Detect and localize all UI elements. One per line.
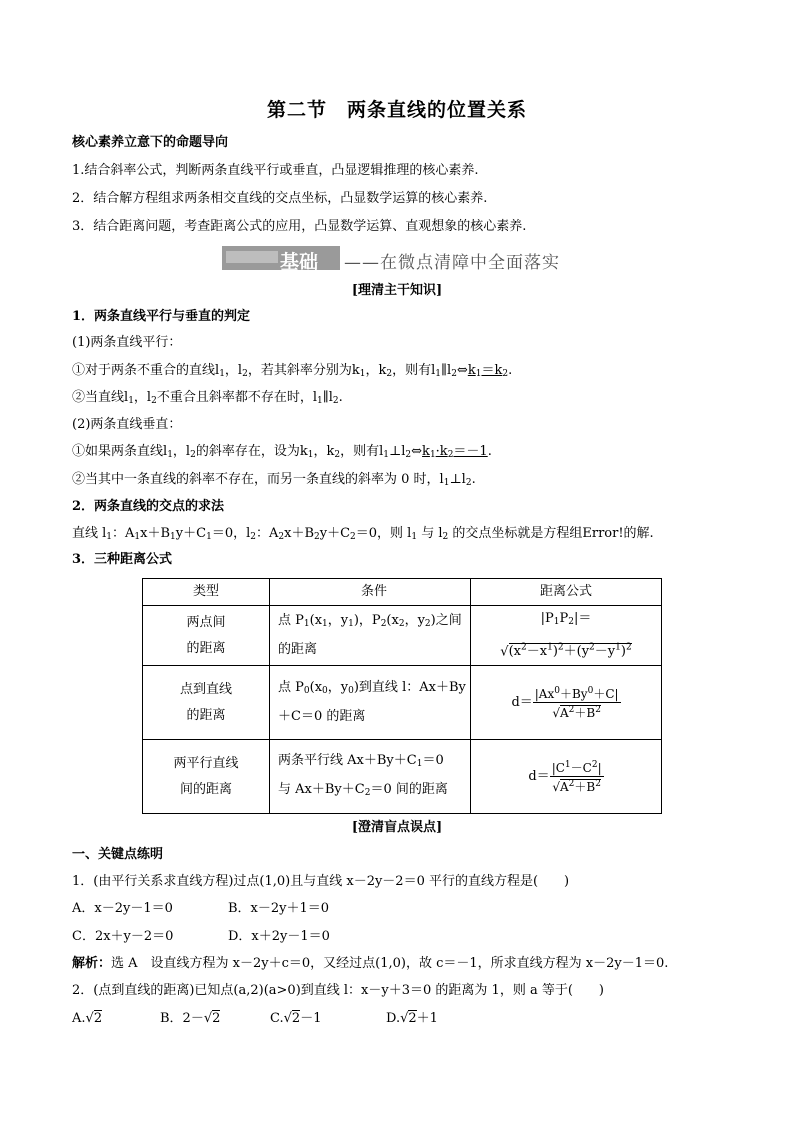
banner-label: 基础 (280, 251, 319, 273)
q1-option-a: A．x－2y－1＝0 (72, 901, 173, 916)
k3-heading: 3．三种距离公式 (72, 552, 173, 567)
question-1: 1．(由平行关系求直线方程)过点(1,0)且与直线 x－2y－2＝0 平行的直线方程是( ) (72, 874, 570, 889)
table-cell-formula: d＝ $\frac{|C^1-C^2|}{√A^2+B^2}$ (471, 740, 662, 814)
table-cell-type: 点到直线 的距离 (143, 666, 270, 740)
table-row (143, 740, 662, 814)
k1-line4: ②当其中一条直线的斜率不存在，而另一条直线的斜率为 0 时，$l_1\perp l_2$. (72, 472, 476, 488)
table-header-type: 类型 (143, 579, 270, 606)
table-cell-condition: 两条平行线 $Ax+By+C_1=0$ 与 $Ax+By+C_2=0$ 间的距离 (270, 740, 471, 814)
table-header-formula: 距离公式 (471, 579, 662, 606)
section-heading-1: [理清主干知识] (351, 283, 443, 298)
table-cell-formula: d＝ $\frac{|Ax^0+By^0+C|}{√A^2+B^2}$ (471, 666, 662, 740)
table-header-row (143, 579, 662, 606)
q2-option-c: C.√2－1 (270, 1011, 322, 1026)
k1-line3: ①如果两条直线$l_1$，$l_2$的斜率存在，设为$k_1$，$k_2$，则有$l_1\perp l_2\Leftrightarrow k_1\cdot k_2=-1$. (72, 444, 492, 460)
table-cell-condition: 点 $P_0(x_0$，$y_0$)到直线 l：Ax＋By ＋C＝0 的距离 (270, 666, 471, 740)
k1-sub1: (1)两条直线平行： (72, 335, 182, 350)
q1-option-d: D．x＋2y－1＝0 (228, 929, 330, 944)
q1-option-b: B．x－2y＋1＝0 (228, 901, 330, 916)
q2-option-b: B．2－√2 (160, 1011, 221, 1026)
k1-sub2: (2)两条直线垂直： (72, 417, 182, 432)
q1-option-c: C．2x＋y－2＝0 (72, 929, 174, 944)
practice-heading: 一、关键点练明 (72, 847, 164, 862)
page-title: 第二节 两条直线的位置关系 (266, 99, 527, 121)
banner-subtitle: ——在微点清障中全面落实 (344, 253, 560, 273)
table-cell-type: 两平行直线 间的距离 (143, 740, 270, 814)
question-2: 2．(点到直线的距离)已知点(a,2)(a>0)到直线 l：x－y＋3＝0 的距离为 1，则 a 等于( ) (72, 983, 604, 998)
intro-item-2: 2．结合解方程组求两条相交直线的交点坐标，凸显数学运算的核心素养. (72, 191, 488, 206)
section-banner (222, 246, 562, 273)
k2-heading: 2．两条直线的交点的求法 (72, 499, 225, 514)
intro-item-1: 1.结合斜率公式，判断两条直线平行或垂直，凸显逻辑推理的核心素养. (72, 163, 479, 178)
intro-item-3: 3．结合距离问题，考查距离公式的应用，凸显数学运算、直观想象的核心素养. (72, 219, 527, 234)
distance-formula-table (142, 578, 662, 814)
section-heading-2: [澄清盲点误点] (351, 820, 443, 835)
table-cell-condition: 点 $P_1(x_1$，$y_1$)，$P_2(x_2$，$y_2$)之间 的距离 (270, 606, 471, 666)
q1-answer: 解析：选 A 设直线方程为 x－2y＋c＝0，又经过点(1,0)，故 c＝－1，所求直线方程为 x－2y－1＝0. (72, 956, 669, 971)
table-cell-formula: $|P_1P_2|=$ $√(x^2-x^1)^2+(y^2-y^1)^2$ (471, 606, 662, 666)
table-cell-type: 两点间 的距离 (143, 606, 270, 666)
k1-line1: ①对于两条不重合的直线$l_1$，$l_2$，若其斜率分别为$k_1$，$k_2$，则有$l_1\parallel l_2\Leftrightarrow k_1=k_2$. (72, 363, 513, 379)
table-header-condition: 条件 (270, 579, 471, 606)
q2-option-a: A.√2 (72, 1011, 103, 1026)
k1-heading: 1．两条直线平行与垂直的判定 (72, 309, 251, 324)
intro-heading: 核心素养立意下的命题导向 (72, 135, 229, 150)
k2-line: 直线 $l_1$：$A_1x+B_1y+C_1=0$，$l_2$：$A_2x+B_2y+C_2=0$，则 $l_1$ 与 $l_2$ 的交点坐标就是方程组Error!的解. (72, 526, 654, 542)
q2-option-d: D.√2＋1 (386, 1011, 438, 1026)
table-row (143, 606, 662, 666)
banner-bar (226, 251, 278, 263)
k1-line2: ②当直线$l_1$，$l_2$不重合且斜率都不存在时，$l_1\parallel l_2$. (72, 390, 343, 406)
table-row (143, 666, 662, 740)
